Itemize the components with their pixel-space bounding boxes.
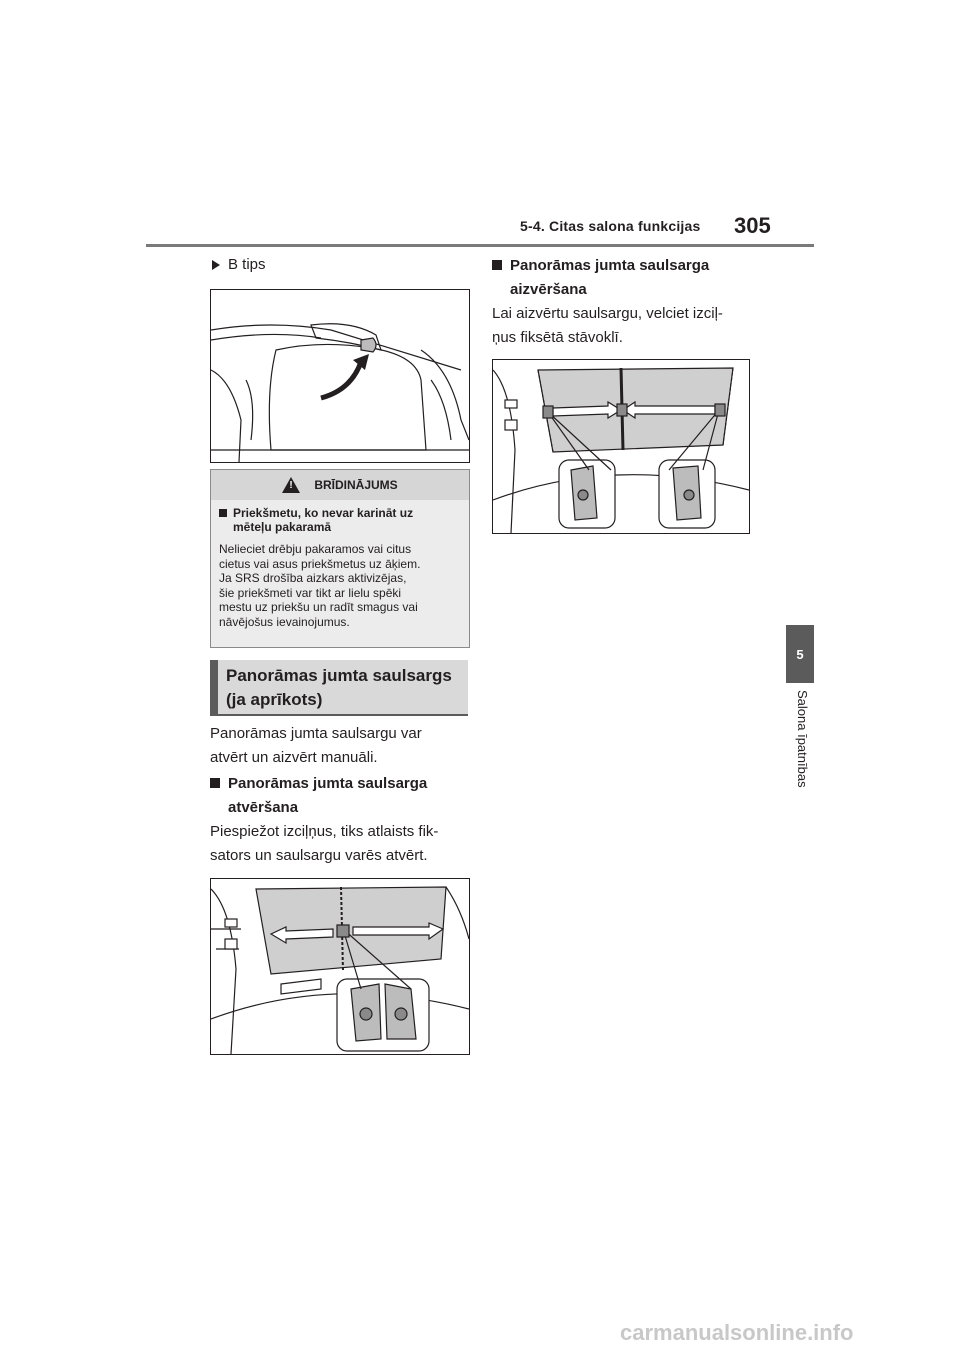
open-subheading — [210, 772, 427, 820]
warning-title: BRĪDINĀJUMS — [314, 478, 398, 492]
warning-box — [210, 469, 470, 648]
close-subheading-line: Panorāmas jumta saulsarga — [510, 257, 710, 274]
open-text-line: Piespiežot izciļņus, tiks atlaists fik- — [210, 823, 439, 840]
section-title: 5-4. Citas salona funkcijas — [520, 218, 701, 234]
coat-hook-illustration — [210, 289, 470, 463]
chapter-number: 5 — [796, 646, 804, 662]
watermark: carmanualsonline.info — [620, 1320, 854, 1345]
intro-paragraph — [210, 722, 422, 770]
warning-body-line: Nelieciet drēbju pakaramos vai citus — [219, 542, 412, 556]
warning-subtitle-line: mēteļu pakaramā — [233, 520, 332, 534]
warning-header — [211, 470, 469, 500]
coat-hook-drawing — [211, 290, 469, 462]
chapter-title: Salona īpatnības — [795, 690, 810, 788]
warning-subtitle — [219, 506, 461, 534]
type-label-text: B tips — [228, 256, 266, 273]
intro-line: Panorāmas jumta saulsargu var — [210, 725, 422, 742]
close-text-line: ņus fiksētā stāvoklī. — [492, 329, 623, 346]
warning-body-line: šie priekšmeti var tikt ar lielu spēki — [219, 585, 402, 600]
warning-body-line: nāvējošus ievainojumus. — [219, 614, 350, 629]
triangle-bullet-icon — [212, 260, 220, 270]
sunshade-open-drawing — [211, 879, 469, 1054]
section-heading — [210, 660, 468, 716]
close-text-line: Lai aizvērtu saulsargu, velciet izciļ- — [492, 305, 723, 322]
type-label — [212, 256, 266, 273]
open-subheading-line: atvēršana — [228, 799, 299, 816]
header-rule — [146, 244, 814, 247]
close-subheading — [492, 254, 709, 302]
close-paragraph — [492, 302, 723, 350]
square-bullet-icon — [492, 260, 502, 270]
sunshade-open-illustration — [210, 878, 470, 1055]
sunshade-close-illustration — [492, 359, 750, 534]
section-heading-line: Panorāmas jumta saulsargs — [226, 666, 452, 685]
chapter-tab[interactable] — [786, 625, 814, 683]
open-paragraph — [210, 820, 438, 868]
square-bullet-icon — [219, 509, 227, 517]
warning-subtitle-line: Priekšmetu, ko nevar karināt uz — [233, 506, 414, 520]
warning-body-line: mestu uz priekšu un radīt smagus vai — [219, 600, 418, 614]
open-subheading-line: Panorāmas jumta saulsarga — [228, 775, 428, 792]
warning-body — [219, 542, 461, 629]
chapter-title-vertical — [783, 690, 817, 790]
page-number: 305 — [734, 213, 771, 238]
section-heading-line: (ja aprīkots) — [226, 690, 323, 709]
sunshade-close-drawing — [493, 360, 749, 533]
warning-triangle-icon — [282, 477, 300, 493]
warning-body-line: Ja SRS drošība aizkars aktivizējas, — [219, 571, 407, 585]
intro-line: atvērt un aizvērt manuāli. — [210, 749, 378, 766]
open-text-line: sators un saulsargu varēs atvērt. — [210, 847, 428, 864]
close-subheading-line: aizvēršana — [510, 281, 587, 298]
warning-body-line: cietus vai asus priekšmetus uz āķiem. — [219, 556, 421, 571]
square-bullet-icon — [210, 778, 220, 788]
